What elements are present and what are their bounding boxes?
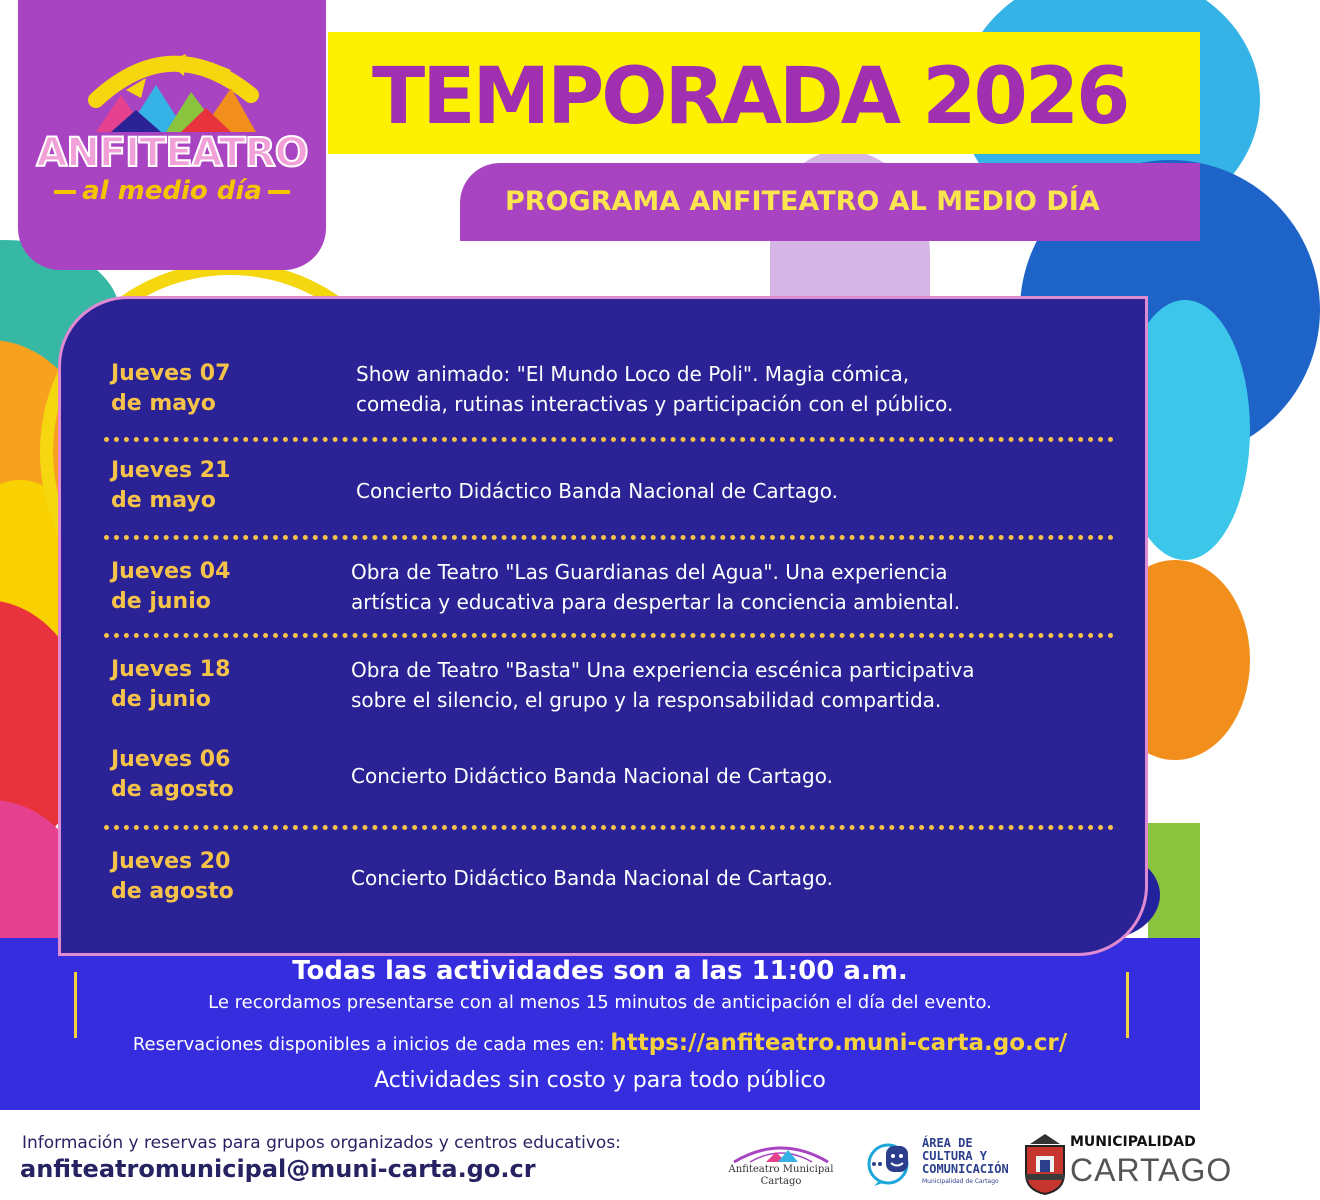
theatre-masks-icon xyxy=(866,1134,918,1188)
coat-of-arms-icon xyxy=(1022,1130,1068,1196)
event-description xyxy=(351,655,975,715)
municipalidad-cartago-logo xyxy=(1022,1130,1233,1196)
reservations-link[interactable]: https://anfiteatro.muni-carta.go.cr/ xyxy=(610,1030,1068,1056)
event-desc-line: Concierto Didáctico Banda Nacional de Cartago. xyxy=(351,866,833,890)
cultura-subtext: Municipalidad de Cartago xyxy=(922,1178,999,1185)
event-desc-line: Show animado: "El Mundo Loco de Poli". Magia cómica, xyxy=(356,362,910,386)
event-desc-line: comedia, rutinas interactivas y participación con el público. xyxy=(356,392,954,416)
event-description xyxy=(356,476,838,506)
event-date xyxy=(111,745,234,805)
event-month: de mayo xyxy=(111,391,216,416)
event-desc-line: Obra de Teatro "Las Guardianas del Agua". Una experiencia xyxy=(351,560,948,584)
event-date xyxy=(111,847,234,907)
event-month: de junio xyxy=(111,589,211,614)
event-description xyxy=(351,761,833,791)
event-day: Jueves 20 xyxy=(111,849,231,874)
contact-label: Información y reservas para grupos organizados y centros educativos: xyxy=(22,1133,621,1153)
page-subtitle: PROGRAMA ANFITEATRO AL MEDIO DÍA xyxy=(505,186,1100,217)
logo-dash-left xyxy=(54,190,76,194)
municipalidad-text: MUNICIPALIDAD xyxy=(1070,1134,1196,1150)
arrival-reminder: Le recordamos presentarse con al menos 15 minutos de anticipación el día del evento. xyxy=(208,992,992,1013)
event-desc-line: Concierto Didáctico Banda Nacional de Cartago. xyxy=(351,764,833,788)
dotted-divider xyxy=(104,437,1114,442)
event-logo xyxy=(18,0,326,270)
anfiteatro-municipal-text: Anfiteatro Municipal Cartago xyxy=(728,1164,834,1187)
cultura-line-3: COMUNICACIÓN xyxy=(922,1162,1009,1176)
logo-word-anfiteatro: ANFITEATRO xyxy=(36,130,308,176)
event-day: Jueves 18 xyxy=(111,657,231,682)
event-day: Jueves 21 xyxy=(111,458,231,483)
dotted-divider xyxy=(104,825,1114,830)
event-date xyxy=(111,655,230,715)
dotted-divider xyxy=(104,633,1114,638)
event-desc-line: Obra de Teatro "Basta" Una experiencia escénica participativa xyxy=(351,658,975,682)
event-month: de agosto xyxy=(111,777,234,802)
activities-time: Todas las actividades son a las 11:00 a.m. xyxy=(292,956,908,986)
event-date xyxy=(111,456,230,516)
event-month: de mayo xyxy=(111,488,216,513)
event-day: Jueves 07 xyxy=(111,361,231,386)
event-description xyxy=(351,863,833,893)
logo-word-al-medio-dia xyxy=(18,176,326,206)
cultura-comunicacion-text xyxy=(922,1137,1009,1176)
event-description xyxy=(351,557,960,617)
dotted-divider xyxy=(104,535,1114,540)
event-month: de agosto xyxy=(111,879,234,904)
cultura-line-2: CULTURA Y xyxy=(922,1149,988,1163)
logo-word2-text: al medio día xyxy=(82,176,262,206)
reservations-text: Reservaciones disponibles a inicios de cada mes en: xyxy=(132,1034,605,1055)
event-desc-line: artística y educativa para despertar la conciencia ambiental. xyxy=(351,590,961,614)
cartago-text: CARTAGO xyxy=(1070,1152,1233,1188)
logo-dash-right xyxy=(268,190,290,194)
page-title: TEMPORADA 2026 xyxy=(372,52,1128,142)
event-date xyxy=(111,557,230,617)
event-desc-line: Concierto Didáctico Banda Nacional de Cartago. xyxy=(356,479,838,503)
reservations-line xyxy=(0,1030,1200,1056)
event-desc-line: sobre el silencio, el grupo y la responsabilidad compartida. xyxy=(351,688,942,712)
amphitheatre-arch-icon xyxy=(720,1138,842,1166)
event-day: Jueves 04 xyxy=(111,559,231,584)
event-day: Jueves 06 xyxy=(111,747,231,772)
contact-email[interactable]: anfiteatromunicipal@muni-carta.go.cr xyxy=(20,1155,536,1183)
event-description xyxy=(356,359,953,419)
schedule-panel xyxy=(58,296,1148,956)
cultura-line-1: ÁREA DE xyxy=(922,1136,973,1150)
sun-stage-icon xyxy=(26,40,318,140)
event-month: de junio xyxy=(111,687,211,712)
free-admission-note: Actividades sin costo y para todo público xyxy=(374,1068,826,1093)
event-date xyxy=(111,359,230,419)
anfiteatro-municipal-logo xyxy=(720,1138,842,1190)
cultura-comunicacion-logo xyxy=(866,1134,1026,1194)
